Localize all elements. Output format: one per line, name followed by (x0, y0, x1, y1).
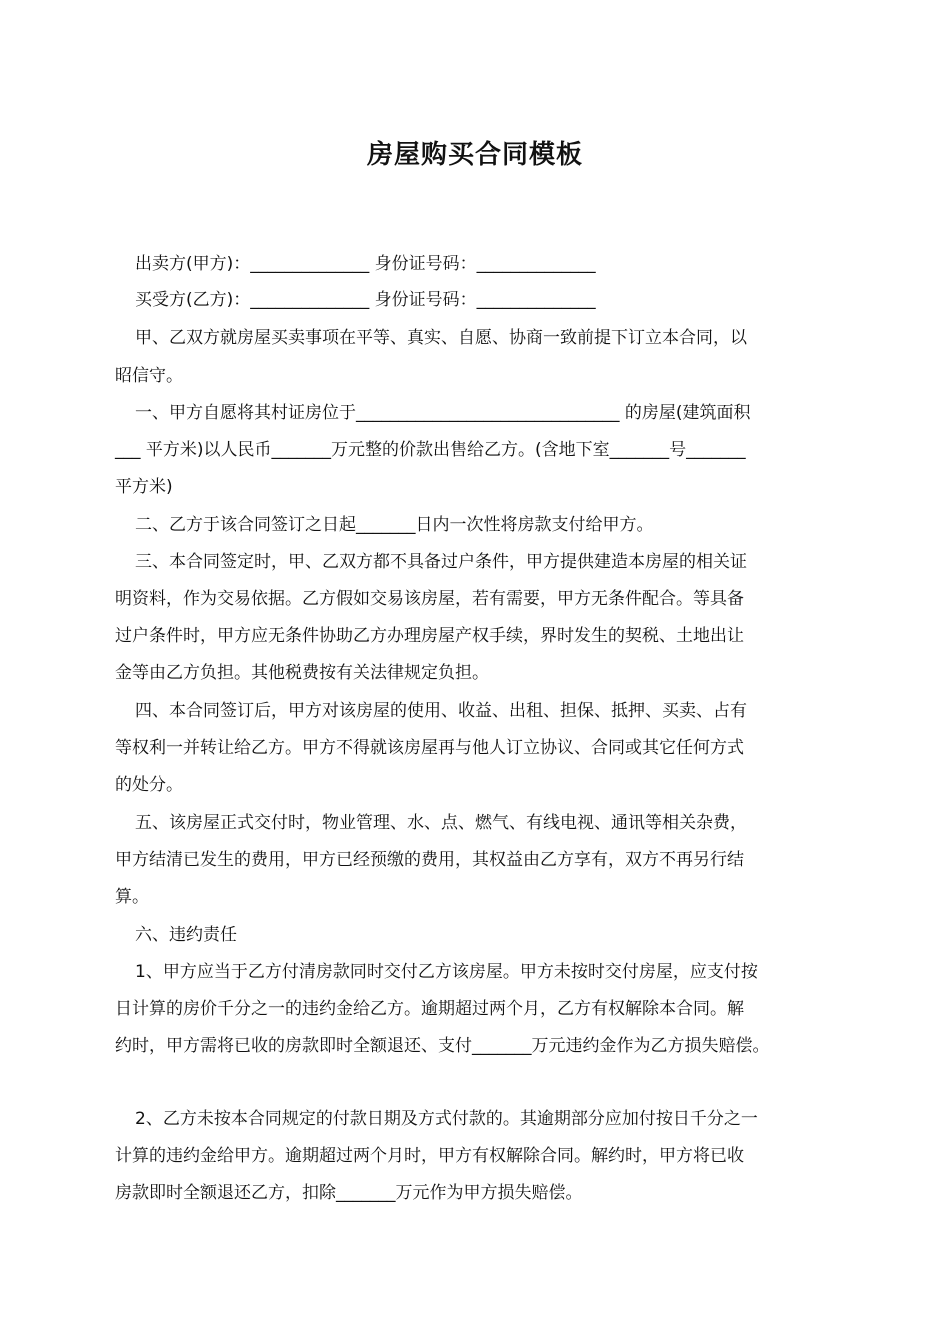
clause-3-line-3: 过户条件时，甲方应无条件协助乙方办理房屋产权手续，界时发生的契税、土地出让 (115, 626, 744, 646)
clause-3-line-2: 明资料，作为交易依据。乙方假如交易该房屋，若有需要，甲方无条件配合。等具备 (115, 589, 744, 609)
clause-6-2-line-1: 2、乙方未按本合同规定的付款日期及方式付款的。其逾期部分应加付按日千分之一 (135, 1109, 758, 1129)
clause-6-heading: 六、违约责任 (135, 925, 237, 945)
clause-1-line-1: 一、甲方自愿将其村证房位于_______________________________ 的房屋(建筑面积 (135, 403, 751, 423)
clause-6-2-line-2: 计算的违约金给甲方。逾期超过两个月时，甲方有权解除合同。解约时，甲方将已收 (115, 1146, 744, 1166)
clause-6-1-line-1: 1、甲方应当于乙方付清房款同时交付乙方该房屋。甲方未按时交付房屋，应支付按 (135, 962, 758, 982)
seller-info-line: 出卖方(甲方)：______________ 身份证号码：______________ (135, 254, 596, 274)
clause-6-2-line-3: 房款即时全额退还乙方，扣除_______万元作为甲方损失赔偿。 (115, 1183, 583, 1203)
clause-4-line-1: 四、本合同签订后，甲方对该房屋的使用、收益、出租、担保、抵押、买卖、占有 (135, 701, 747, 721)
clause-3-line-4: 金等由乙方负担。其他税费按有关法律规定负担。 (115, 663, 489, 683)
buyer-info-line: 买受方(乙方)：______________ 身份证号码：______________ (135, 290, 596, 310)
clause-3-line-1: 三、本合同签定时，甲、乙双方都不具备过户条件，甲方提供建造本房屋的相关证 (135, 552, 747, 572)
clause-4-line-2: 等权利一并转让给乙方。甲方不得就该房屋再与他人订立协议、合同或其它任何方式 (115, 738, 744, 758)
preamble-line-1: 甲、乙双方就房屋买卖事项在平等、真实、自愿、协商一致前提下订立本合同，以 (135, 328, 747, 348)
clause-5-line-3: 算。 (115, 887, 149, 907)
clause-2-line-1: 二、乙方于该合同签订之日起_______日内一次性将房款支付给甲方。 (135, 515, 654, 535)
clause-1-line-3: 平方米) (115, 477, 173, 497)
clause-1-line-2: ___ 平方米)以人民币_______万元整的价款出售给乙方。(含地下室_______号_______ (115, 440, 746, 460)
clause-5-line-1: 五、该房屋正式交付时，物业管理、水、点、燃气、有线电视、通讯等相关杂费， (135, 813, 747, 833)
clause-6-1-line-2: 日计算的房价千分之一的违约金给乙方。逾期超过两个月，乙方有权解除本合同。解 (115, 999, 744, 1019)
clause-6-1-line-3: 约时，甲方需将已收的房款即时全额退还、支付_______万元违约金作为乙方损失赔偿。 (115, 1036, 770, 1056)
document-title: 房屋购买合同模板 (366, 140, 583, 170)
clause-4-line-3: 的处分。 (115, 775, 183, 795)
preamble-line-2: 昭信守。 (115, 366, 183, 386)
clause-5-line-2: 甲方结清已发生的费用，甲方已经预缴的费用，其权益由乙方享有，双方不再另行结 (115, 850, 744, 870)
